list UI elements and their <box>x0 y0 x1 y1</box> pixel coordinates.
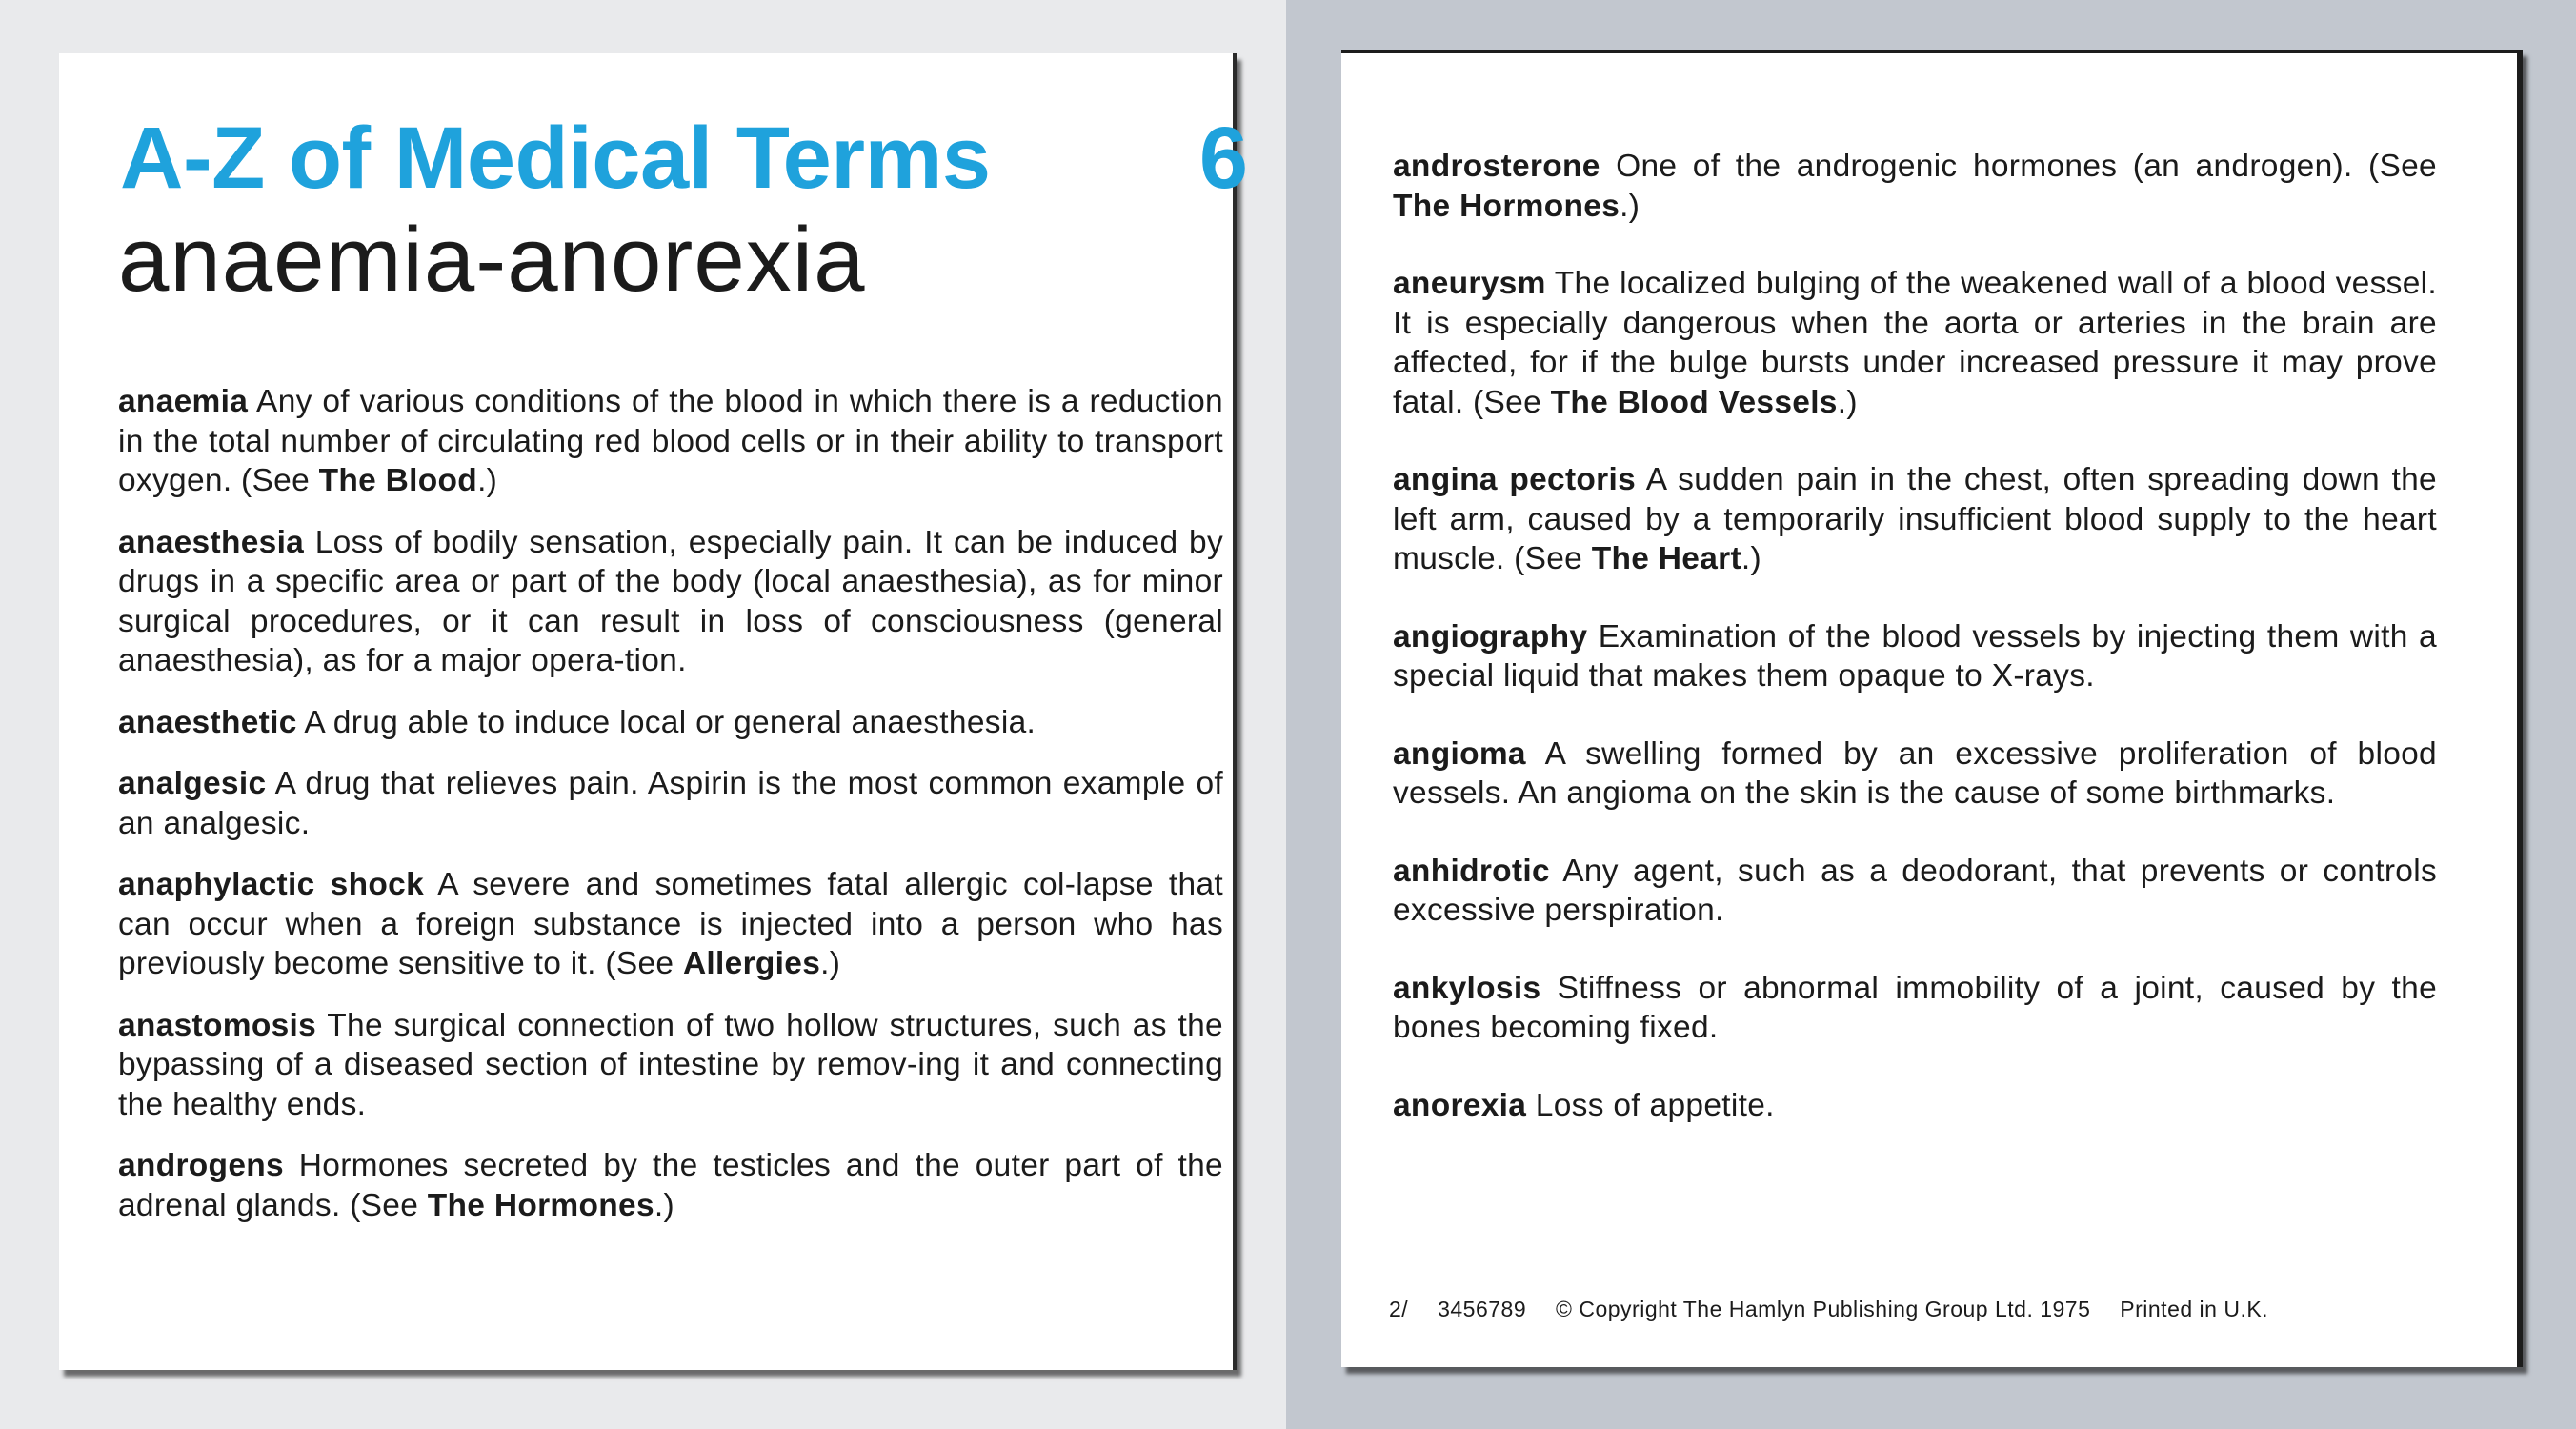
entry-term: angiography <box>1393 618 1588 654</box>
entry-reference: The Blood Vessels <box>1550 384 1838 420</box>
entry-term: anaphylactic shock <box>118 867 424 902</box>
card-footer <box>1389 1297 2291 1322</box>
entry-reference: The Heart <box>1591 541 1741 576</box>
entry-reference: The Hormones <box>427 1187 654 1223</box>
entry-definition: Loss of bodily sensation, especially pain. It can be induced by drugs in a specific area or part of the body (local anaesthesia), as for minor surgical procedures, or it can result in loss of consciousness (general anaesthesia), as for a major opera-tion. <box>118 524 1223 678</box>
entry-definition: A swelling formed by an excessive proliferation of blood vessels. An angioma on the skin is the cause of some birthmarks. <box>1393 735 2437 811</box>
entry-term: analgesic <box>118 766 267 801</box>
entry-ankylosis <box>1393 969 2437 1048</box>
entry-end: .) <box>1837 384 1858 420</box>
entry-reference: Allergies <box>682 946 821 981</box>
footer-copyright: © Copyright The Hamlyn Publishing Group Ltd. 1975 <box>1556 1297 2091 1321</box>
entry-reference: The Hormones <box>1393 188 1620 224</box>
card-subtitle: anaemia-anorexia <box>118 209 866 311</box>
card-number: 6 <box>1198 110 1248 207</box>
entry-definition: Stiffness or abnormal immobility of a joint, caused by the bones becoming fixed. <box>1393 970 2437 1045</box>
entry-term: anastomosis <box>118 1007 317 1043</box>
entry-term: androsterone <box>1393 149 1600 184</box>
entry-reference: The Blood <box>318 463 478 498</box>
entry-definition: The surgical connection of two hollow structures, such as the bypassing of a diseased section of intestine by remov-ing it and connecting the healthy ends. <box>118 1007 1223 1122</box>
entry-term: angina pectoris <box>1393 462 1637 497</box>
footer-printed: Printed in U.K. <box>2120 1297 2269 1321</box>
entry-term: anaesthesia <box>118 524 305 560</box>
entry-angiography <box>1393 617 2437 696</box>
entry-analgesic <box>118 764 1223 843</box>
title-row <box>120 109 1248 209</box>
entry-end: .) <box>1620 188 1640 224</box>
entry-term: aneurysm <box>1393 266 1546 301</box>
entry-definition: Any agent, such as a deodorant, that prevents or controls excessive perspiration. <box>1393 853 2437 928</box>
entry-anorexia <box>1393 1086 2437 1126</box>
entry-term: anaesthetic <box>118 704 297 740</box>
entry-end: .) <box>654 1187 674 1223</box>
front-entries <box>118 382 1223 1247</box>
footer-serial: 3456789 <box>1438 1297 1527 1321</box>
entry-angina-pectoris <box>1393 460 2437 579</box>
entry-definition: A drug that relieves pain. Aspirin is the most common example of an analgesic. <box>118 766 1223 841</box>
entry-definition: Loss of appetite. <box>1526 1087 1775 1123</box>
entry-term: anaemia <box>118 384 249 419</box>
card-title: A-Z of Medical Terms <box>120 110 991 207</box>
entry-term: anorexia <box>1393 1087 1527 1123</box>
entry-definition: Hormones secreted by the testicles and the outer part of the adrenal glands. (See <box>118 1148 1223 1223</box>
entry-definition: The localized bulging of the weakened wall of a blood vessel. It is especially dangerous when the aorta or arteries in the brain are affected, for if the bulge bursts under increased pressure it may prove fatal. (See <box>1393 266 2437 420</box>
entry-angioma <box>1393 735 2437 814</box>
entry-end: .) <box>477 463 498 498</box>
card-back <box>1341 50 2523 1367</box>
entry-definition: A severe and sometimes fatal allergic col-lapse that can occur when a foreign substance is injected into a person who has previously become sensitive to it. (See <box>118 867 1223 981</box>
entry-anaemia <box>118 382 1223 501</box>
entry-definition: One of the androgenic hormones (an androgen). (See <box>1600 149 2437 184</box>
entry-definition: Examination of the blood vessels by injecting them with a special liquid that makes them opaque to X-rays. <box>1393 618 2437 694</box>
entry-aneurysm <box>1393 264 2437 422</box>
entry-anaesthetic <box>118 703 1223 743</box>
back-entries <box>1393 147 2437 1163</box>
entry-anhidrotic <box>1393 852 2437 931</box>
entry-term: androgens <box>118 1148 284 1183</box>
entry-definition: A drug able to induce local or general anaesthesia. <box>296 704 1036 740</box>
entry-end: .) <box>820 946 841 981</box>
entry-term: ankylosis <box>1393 970 1541 1006</box>
entry-definition: A sudden pain in the chest, often spreading down the left arm, caused by a temporarily insufficient blood supply to the heart muscle. (See <box>1393 462 2437 576</box>
footer-code: 2/ <box>1389 1297 1409 1321</box>
entry-term: angioma <box>1393 735 1526 772</box>
card-front <box>59 53 1248 1370</box>
entry-end: .) <box>1741 541 1761 576</box>
entry-anastomosis <box>118 1006 1223 1125</box>
entry-androsterone <box>1393 147 2437 226</box>
entry-anaphylactic-shock <box>118 865 1223 984</box>
entry-term: anhidrotic <box>1393 853 1550 889</box>
entry-androgens <box>118 1146 1223 1225</box>
entry-definition: Any of various conditions of the blood in which there is a reduction in the total number of circulating red blood cells or in their ability to transport oxygen. (See <box>118 384 1223 498</box>
entry-anaesthesia <box>118 523 1223 681</box>
